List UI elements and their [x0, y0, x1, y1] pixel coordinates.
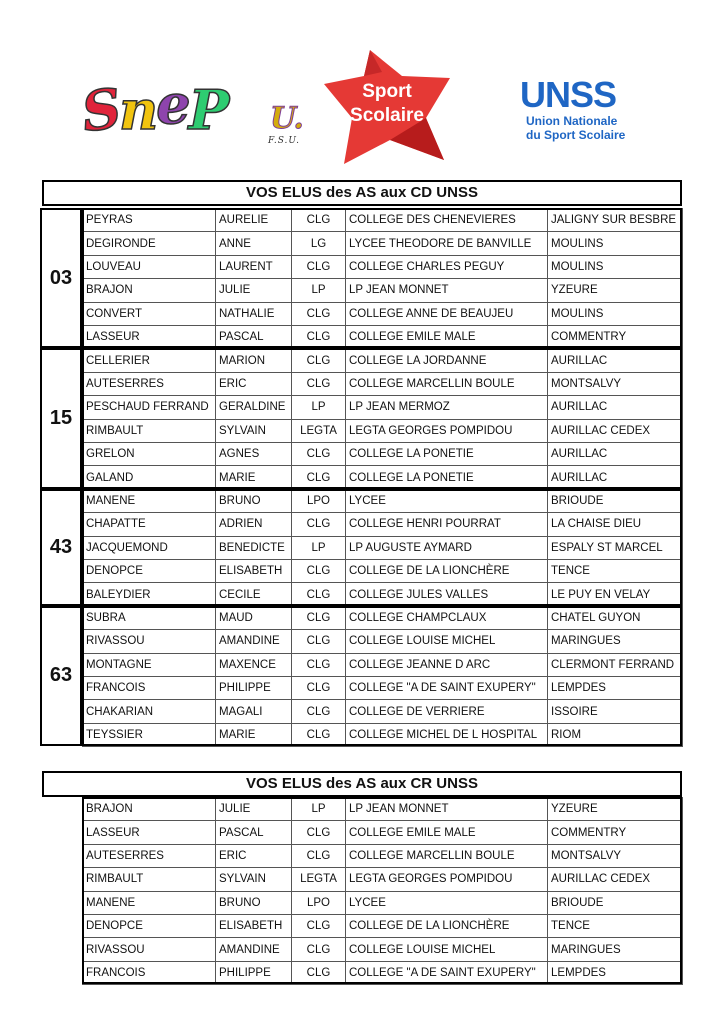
- type-cell: LPO: [292, 489, 346, 512]
- school-cell: COLLEGE HENRI POURRAT: [346, 513, 548, 536]
- unss-wordmark: UNSS: [520, 74, 617, 115]
- city-cell: CHATEL GUYON: [548, 606, 683, 629]
- last-name-cell: JACQUEMOND: [83, 536, 216, 559]
- school-cell: COLLEGE "A DE SAINT EXUPERY": [346, 961, 548, 984]
- table-row: [83, 606, 683, 629]
- first-name-cell: MARIE: [216, 466, 292, 489]
- school-cell: LP JEAN MONNET: [346, 279, 548, 302]
- first-name-cell: MARIE: [216, 723, 292, 746]
- school-cell: COLLEGE DE LA LIONCHÈRE: [346, 914, 548, 937]
- first-name-cell: PASCAL: [216, 325, 292, 348]
- type-cell: LP: [292, 536, 346, 559]
- type-cell: CLG: [292, 606, 346, 629]
- table-row: [83, 938, 683, 961]
- first-name-cell: ANNE: [216, 232, 292, 255]
- last-name-cell: RIVASSOU: [83, 630, 216, 653]
- city-cell: MOULINS: [548, 232, 683, 255]
- city-cell: MARINGUES: [548, 630, 683, 653]
- first-name-cell: LAURENT: [216, 255, 292, 278]
- last-name-cell: TEYSSIER: [83, 723, 216, 746]
- first-name-cell: ERIC: [216, 844, 292, 867]
- city-cell: TENCE: [548, 914, 683, 937]
- last-name-cell: MANENE: [83, 489, 216, 512]
- first-name-cell: ELISABETH: [216, 914, 292, 937]
- first-name-cell: AURELIE: [216, 209, 292, 232]
- type-cell: CLG: [292, 442, 346, 465]
- last-name-cell: AUTESERRES: [83, 372, 216, 395]
- first-name-cell: MAUD: [216, 606, 292, 629]
- school-cell: LYCEE: [346, 489, 548, 512]
- table-row: [83, 559, 683, 582]
- type-cell: CLG: [292, 513, 346, 536]
- type-cell: CLG: [292, 723, 346, 746]
- type-cell: CLG: [292, 653, 346, 676]
- unss-tagline: Union Nationale du Sport Scolaire: [526, 114, 626, 142]
- table-row: [83, 466, 683, 489]
- school-cell: COLLEGE MARCELLIN BOULE: [346, 372, 548, 395]
- snep-wordmark: SneP: [77, 72, 228, 145]
- last-name-cell: LOUVEAU: [83, 255, 216, 278]
- type-cell: CLG: [292, 844, 346, 867]
- school-cell: COLLEGE LOUISE MICHEL: [346, 938, 548, 961]
- table-row: [83, 325, 683, 348]
- type-cell: CLG: [292, 630, 346, 653]
- city-cell: TENCE: [548, 559, 683, 582]
- city-cell: YZEURE: [548, 279, 683, 302]
- first-name-cell: BENEDICTE: [216, 536, 292, 559]
- first-name-cell: PASCAL: [216, 821, 292, 844]
- last-name-cell: DEGIRONDE: [83, 232, 216, 255]
- city-cell: MONTSALVY: [548, 372, 683, 395]
- table-row: [83, 372, 683, 395]
- last-name-cell: PEYRAS: [83, 209, 216, 232]
- type-cell: CLG: [292, 302, 346, 325]
- table-row: [83, 914, 683, 937]
- city-cell: LEMPDES: [548, 961, 683, 984]
- table-row: [83, 419, 683, 442]
- city-cell: RIOM: [548, 723, 683, 746]
- city-cell: AURILLAC CEDEX: [548, 419, 683, 442]
- type-cell: LP: [292, 798, 346, 821]
- city-cell: AURILLAC CEDEX: [548, 868, 683, 891]
- table-rows: [82, 797, 683, 985]
- first-name-cell: ADRIEN: [216, 513, 292, 536]
- table-rows: [82, 348, 683, 489]
- table-row: [83, 821, 683, 844]
- city-cell: MONTSALVY: [548, 844, 683, 867]
- school-cell: COLLEGE LA JORDANNE: [346, 349, 548, 372]
- first-name-cell: NATHALIE: [216, 302, 292, 325]
- school-cell: LYCEE THEODORE DE BANVILLE: [346, 232, 548, 255]
- table-row: [83, 798, 683, 821]
- logos-header: [0, 0, 724, 175]
- type-cell: CLG: [292, 325, 346, 348]
- school-cell: COLLEGE EMILE MALE: [346, 325, 548, 348]
- first-name-cell: ERIC: [216, 372, 292, 395]
- first-name-cell: GERALDINE: [216, 396, 292, 419]
- table-row: [83, 279, 683, 302]
- type-cell: LP: [292, 396, 346, 419]
- school-cell: COLLEGE LA PONETIE: [346, 442, 548, 465]
- last-name-cell: BALEYDIER: [83, 583, 216, 606]
- city-cell: LE PUY EN VELAY: [548, 583, 683, 606]
- last-name-cell: CHAKARIAN: [83, 700, 216, 723]
- table-row: [83, 723, 683, 746]
- table-row: [83, 442, 683, 465]
- city-cell: YZEURE: [548, 798, 683, 821]
- school-cell: COLLEGE JEANNE D ARC: [346, 653, 548, 676]
- city-cell: AURILLAC: [548, 349, 683, 372]
- school-cell: COLLEGE DE LA LIONCHÈRE: [346, 559, 548, 582]
- first-name-cell: JULIE: [216, 798, 292, 821]
- table-row: [83, 961, 683, 984]
- city-cell: AURILLAC: [548, 442, 683, 465]
- city-cell: ISSOIRE: [548, 700, 683, 723]
- unss-logo: [520, 76, 650, 146]
- first-name-cell: AMANDINE: [216, 630, 292, 653]
- last-name-cell: GALAND: [83, 466, 216, 489]
- city-cell: LA CHAISE DIEU: [548, 513, 683, 536]
- table-row: [83, 232, 683, 255]
- school-cell: LP JEAN MERMOZ: [346, 396, 548, 419]
- school-cell: COLLEGE EMILE MALE: [346, 821, 548, 844]
- first-name-cell: ELISABETH: [216, 559, 292, 582]
- table-row: [83, 630, 683, 653]
- city-cell: AURILLAC: [548, 466, 683, 489]
- type-cell: CLG: [292, 372, 346, 395]
- snep-fsu-text: F.S.U.: [268, 136, 301, 146]
- school-cell: COLLEGE DES CHENEVIERES: [346, 209, 548, 232]
- table-row: [83, 513, 683, 536]
- type-cell: CLG: [292, 255, 346, 278]
- city-cell: COMMENTRY: [548, 821, 683, 844]
- table-row: [83, 396, 683, 419]
- table-row: [83, 844, 683, 867]
- type-cell: CLG: [292, 821, 346, 844]
- type-cell: CLG: [292, 914, 346, 937]
- type-cell: LG: [292, 232, 346, 255]
- city-cell: BRIOUDE: [548, 891, 683, 914]
- snep-u-mark: U.: [270, 101, 304, 136]
- school-cell: COLLEGE JULES VALLES: [346, 583, 548, 606]
- first-name-cell: SYLVAIN: [216, 419, 292, 442]
- city-cell: MARINGUES: [548, 938, 683, 961]
- table-row: [83, 583, 683, 606]
- last-name-cell: MANENE: [83, 891, 216, 914]
- school-cell: LYCEE: [346, 891, 548, 914]
- type-cell: CLG: [292, 961, 346, 984]
- last-name-cell: DENOPCE: [83, 914, 216, 937]
- last-name-cell: LASSEUR: [83, 821, 216, 844]
- first-name-cell: PHILIPPE: [216, 676, 292, 699]
- first-name-cell: BRUNO: [216, 891, 292, 914]
- last-name-cell: RIVASSOU: [83, 938, 216, 961]
- type-cell: LP: [292, 279, 346, 302]
- type-cell: CLG: [292, 583, 346, 606]
- table-row: [83, 489, 683, 512]
- last-name-cell: PESCHAUD FERRAND: [83, 396, 216, 419]
- type-cell: CLG: [292, 466, 346, 489]
- last-name-cell: CONVERT: [83, 302, 216, 325]
- cr-table-title: VOS ELUS des AS aux CR UNSS: [42, 771, 682, 797]
- department-label: 15: [40, 348, 82, 488]
- city-cell: LEMPDES: [548, 676, 683, 699]
- cd-table-title: VOS ELUS des AS aux CD UNSS: [42, 180, 682, 206]
- school-cell: COLLEGE MICHEL DE L HOSPITAL: [346, 723, 548, 746]
- type-cell: LEGTA: [292, 419, 346, 442]
- first-name-cell: CECILE: [216, 583, 292, 606]
- last-name-cell: CELLERIER: [83, 349, 216, 372]
- type-cell: CLG: [292, 559, 346, 582]
- last-name-cell: AUTESERRES: [83, 844, 216, 867]
- city-cell: MOULINS: [548, 255, 683, 278]
- last-name-cell: GRELON: [83, 442, 216, 465]
- last-name-cell: BRAJON: [83, 798, 216, 821]
- school-cell: COLLEGE LA PONETIE: [346, 466, 548, 489]
- type-cell: CLG: [292, 938, 346, 961]
- table-row: [83, 209, 683, 232]
- school-cell: COLLEGE DE VERRIERE: [346, 700, 548, 723]
- school-cell: LP JEAN MONNET: [346, 798, 548, 821]
- first-name-cell: MARION: [216, 349, 292, 372]
- last-name-cell: SUBRA: [83, 606, 216, 629]
- city-cell: AURILLAC: [548, 396, 683, 419]
- city-cell: MOULINS: [548, 302, 683, 325]
- sport-scolaire-text: Sport Scolaire: [350, 81, 424, 126]
- school-cell: COLLEGE MARCELLIN BOULE: [346, 844, 548, 867]
- last-name-cell: DENOPCE: [83, 559, 216, 582]
- table-row: [83, 868, 683, 891]
- school-cell: COLLEGE "A DE SAINT EXUPERY": [346, 676, 548, 699]
- department-label: 03: [40, 208, 82, 348]
- table-rows: [82, 606, 683, 747]
- table-row: [83, 700, 683, 723]
- type-cell: CLG: [292, 700, 346, 723]
- table-row: [83, 349, 683, 372]
- table-row: [83, 891, 683, 914]
- table-row: [83, 302, 683, 325]
- school-cell: COLLEGE LOUISE MICHEL: [346, 630, 548, 653]
- last-name-cell: FRANCOIS: [83, 676, 216, 699]
- table-row: [83, 536, 683, 559]
- table-row: [83, 653, 683, 676]
- school-cell: COLLEGE CHAMPCLAUX: [346, 606, 548, 629]
- last-name-cell: MONTAGNE: [83, 653, 216, 676]
- city-cell: JALIGNY SUR BESBRE: [548, 209, 683, 232]
- type-cell: CLG: [292, 676, 346, 699]
- first-name-cell: PHILIPPE: [216, 961, 292, 984]
- sport-scolaire-logo: [322, 48, 452, 166]
- type-cell: LEGTA: [292, 868, 346, 891]
- first-name-cell: JULIE: [216, 279, 292, 302]
- last-name-cell: LASSEUR: [83, 325, 216, 348]
- table-row: [83, 676, 683, 699]
- last-name-cell: RIMBAULT: [83, 419, 216, 442]
- first-name-cell: MAGALI: [216, 700, 292, 723]
- table-rows: [82, 208, 683, 349]
- school-cell: COLLEGE CHARLES PEGUY: [346, 255, 548, 278]
- first-name-cell: SYLVAIN: [216, 868, 292, 891]
- table-row: [83, 255, 683, 278]
- snep-fsu-logo: [77, 72, 312, 150]
- first-name-cell: MAXENCE: [216, 653, 292, 676]
- first-name-cell: AGNES: [216, 442, 292, 465]
- school-cell: LP AUGUSTE AYMARD: [346, 536, 548, 559]
- last-name-cell: CHAPATTE: [83, 513, 216, 536]
- school-cell: LEGTA GEORGES POMPIDOU: [346, 868, 548, 891]
- type-cell: CLG: [292, 349, 346, 372]
- city-cell: ESPALY ST MARCEL: [548, 536, 683, 559]
- type-cell: LPO: [292, 891, 346, 914]
- school-cell: LEGTA GEORGES POMPIDOU: [346, 419, 548, 442]
- city-cell: BRIOUDE: [548, 489, 683, 512]
- last-name-cell: BRAJON: [83, 279, 216, 302]
- department-label: 63: [40, 606, 82, 746]
- first-name-cell: BRUNO: [216, 489, 292, 512]
- first-name-cell: AMANDINE: [216, 938, 292, 961]
- last-name-cell: RIMBAULT: [83, 868, 216, 891]
- table-rows: [82, 489, 683, 607]
- city-cell: COMMENTRY: [548, 325, 683, 348]
- type-cell: CLG: [292, 209, 346, 232]
- last-name-cell: FRANCOIS: [83, 961, 216, 984]
- city-cell: CLERMONT FERRAND: [548, 653, 683, 676]
- department-label: 43: [40, 489, 82, 606]
- school-cell: COLLEGE ANNE DE BEAUJEU: [346, 302, 548, 325]
